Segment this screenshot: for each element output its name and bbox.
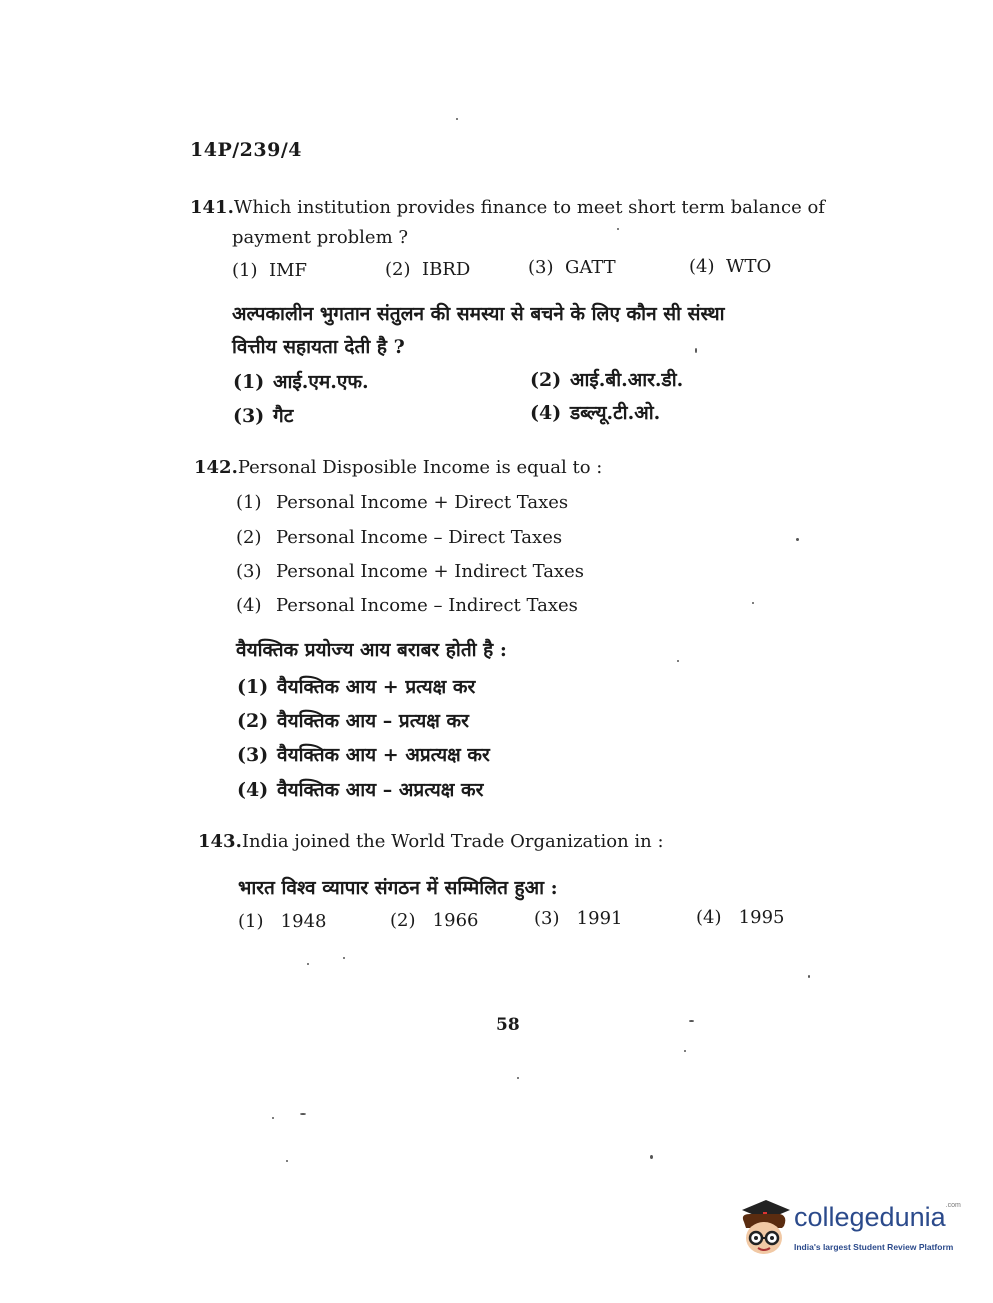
- option: (1) आई.एम.एफ.: [233, 371, 369, 393]
- question-141: [190, 197, 825, 218]
- question-text-hindi-line2: वित्तीय सहायता देती है ?: [232, 336, 405, 358]
- question-text: India joined the World Trade Organization in :: [241, 831, 664, 852]
- question-text: Which institution provides finance to meet short term balance of: [233, 197, 825, 218]
- logo-tagline: India's largest Student Review Platform: [794, 1242, 954, 1252]
- logo-wordmark: collegedunia$^{.com}$: [794, 1202, 961, 1232]
- collegedunia-logo: [736, 1196, 966, 1266]
- paper-code: 14P/239/4: [190, 139, 302, 161]
- question-142: [194, 457, 602, 478]
- option: (3) वैयक्तिक आय + अप्रत्यक्ष कर: [237, 744, 490, 766]
- option: (4) WTO: [689, 256, 772, 277]
- question-text: Personal Disposible Income is equal to :: [237, 457, 603, 478]
- option: (4) डब्ल्यू.टी.ओ.: [530, 402, 661, 424]
- question-text-hindi: भारत विश्व व्यापार संगठन में सम्मिलित हुआ :: [238, 877, 558, 899]
- option: (2) Personal Income – Direct Taxes: [236, 527, 563, 548]
- question-text-hindi: अल्पकालीन भुगतान संतुलन की समस्या से बचने के लिए कौन सी संस्था: [232, 303, 725, 325]
- option: (1) Personal Income + Direct Taxes: [236, 492, 569, 513]
- question-143: [198, 831, 664, 852]
- option: (1) वैयक्तिक आय + प्रत्यक्ष कर: [237, 676, 476, 698]
- question-text-line2: payment problem ?: [232, 227, 409, 248]
- option: (3) गैट: [233, 405, 294, 427]
- option: (4) वैयक्तिक आय – अप्रत्यक्ष कर: [237, 779, 484, 801]
- question-number: 142.: [194, 457, 238, 478]
- option: (2) IBRD: [385, 259, 471, 280]
- option: (2) 1966: [390, 910, 479, 931]
- page-number: 58: [496, 1015, 520, 1035]
- question-number: 141.: [190, 197, 234, 218]
- option: (1) IMF: [232, 260, 307, 281]
- option: (4) 1995: [696, 907, 785, 928]
- option: (3) 1991: [534, 908, 623, 929]
- option: (3) Personal Income + Indirect Taxes: [236, 561, 584, 582]
- question-number: 143.: [198, 831, 242, 852]
- option: (4) Personal Income – Indirect Taxes: [236, 595, 578, 616]
- mascot-icon: [736, 1196, 794, 1258]
- option: (3) GATT: [528, 257, 616, 278]
- question-text-hindi: वैयक्तिक प्रयोज्य आय बराबर होती है :: [236, 639, 507, 661]
- option: (2) वैयक्तिक आय – प्रत्यक्ष कर: [237, 710, 469, 732]
- option: (2) आई.बी.आर.डी.: [530, 369, 684, 391]
- option: (1) 1948: [238, 911, 327, 932]
